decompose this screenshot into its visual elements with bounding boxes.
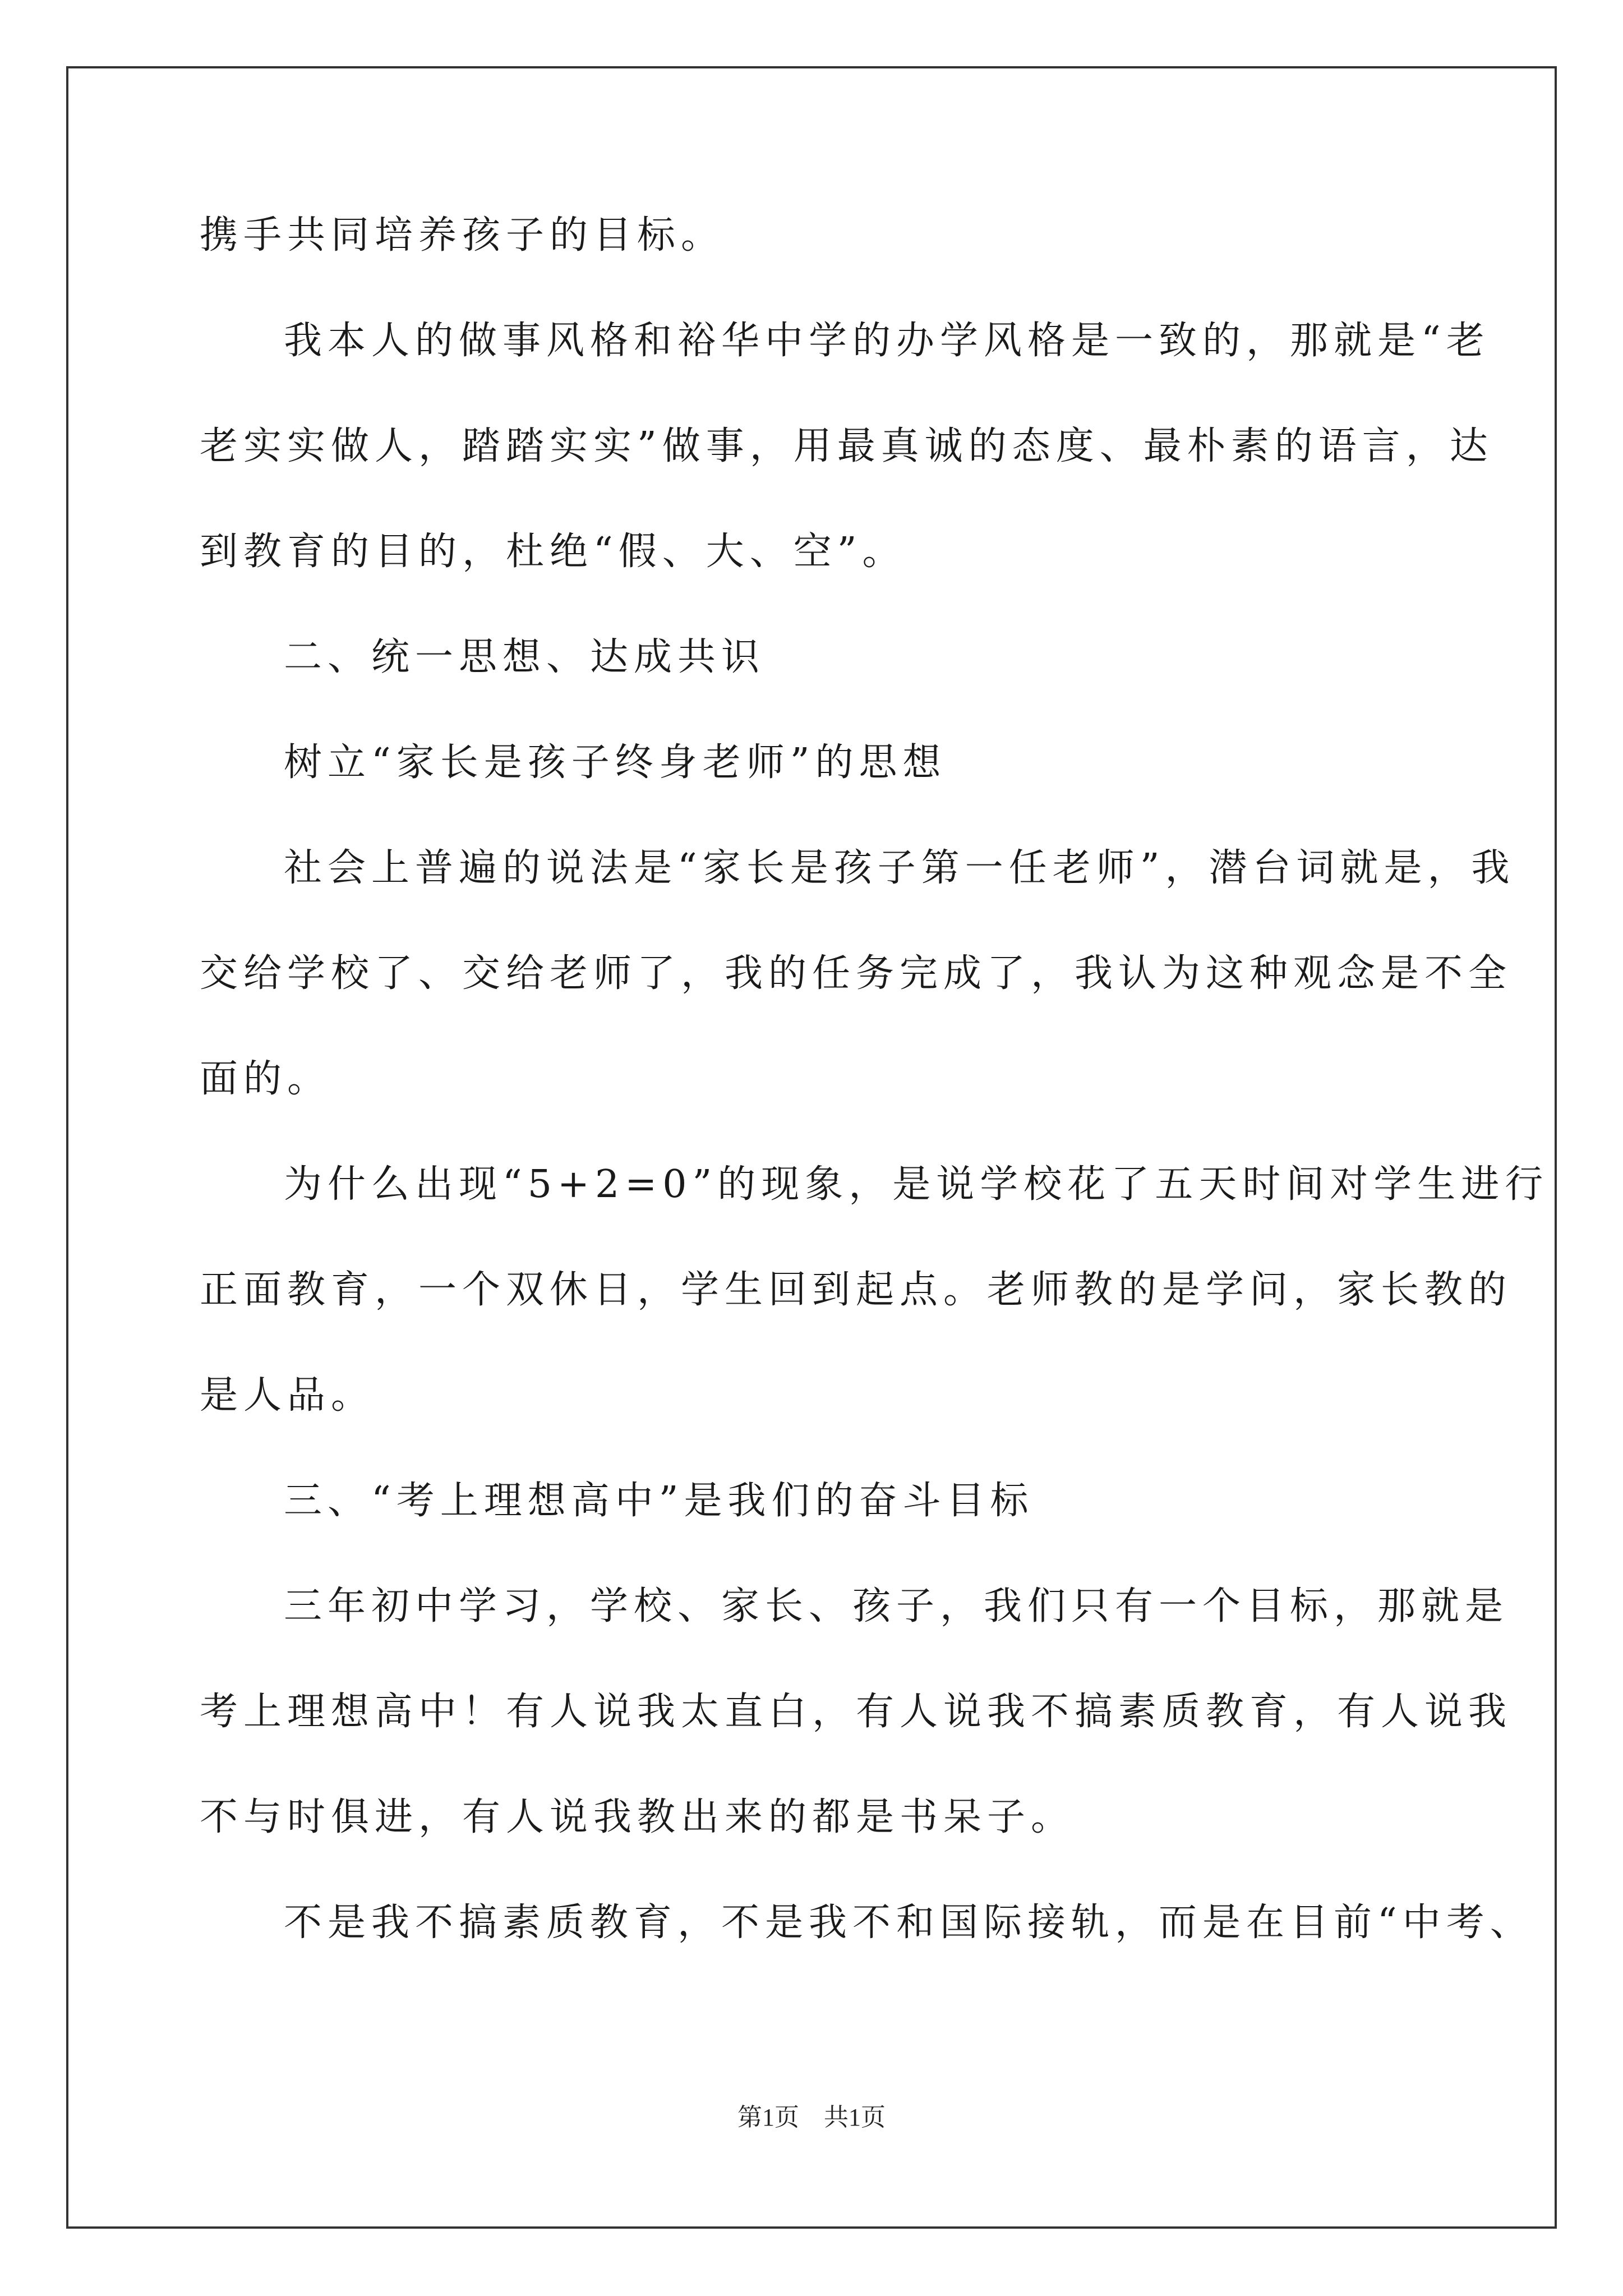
text-line: 社会上普遍的说法是“家长是孩子第一任老师”，潜台词就是，我	[284, 846, 1515, 890]
page-number-footer: 第1页 共1页	[737, 2104, 886, 2131]
text-line: 为什么出现“5+2=0”的现象，是说学校花了五天时间对学生进行	[284, 1162, 1549, 1207]
text-line: 不是我不搞素质教育，不是我不和国际接轨，而是在目前“中考、	[284, 1901, 1534, 1945]
subsection-heading: 树立“家长是孩子终身老师”的思想	[284, 740, 947, 785]
text-line: 面的。	[200, 1057, 331, 1101]
text-line: 考上理想高中！有人说我太直白，有人说我不搞素质教育，有人说我	[200, 1690, 1513, 1734]
document-body	[200, 208, 1549, 2000]
text-line: 老实实做人，踏踏实实”做事，用最真诚的态度、最朴素的语言，达	[200, 424, 1493, 468]
text-line: 携手共同培养孩子的目标。	[200, 213, 725, 257]
section-heading: 二、统一思想、达成共识	[284, 635, 766, 679]
text-line: 交给学校了、交给老师了，我的任务完成了，我认为这种观念是不全	[200, 951, 1513, 996]
text-line: 是人品。	[200, 1373, 375, 1418]
text-line: 到教育的目的，杜绝“假、大、空”。	[200, 530, 906, 574]
text-line: 三年初中学习，学校、家长、孩子，我们只有一个目标，那就是	[284, 1584, 1509, 1628]
text-line: 正面教育，一个双休日，学生回到起点。老师教的是学问，家长教的	[200, 1268, 1513, 1312]
section-heading: 三、“考上理想高中”是我们的奋斗目标	[284, 1479, 1034, 1523]
text-line: 不与时俱进，有人说我教出来的都是书呆子。	[200, 1795, 1075, 1839]
text-line: 我本人的做事风格和裕华中学的办学风格是一致的，那就是“老	[284, 319, 1490, 363]
